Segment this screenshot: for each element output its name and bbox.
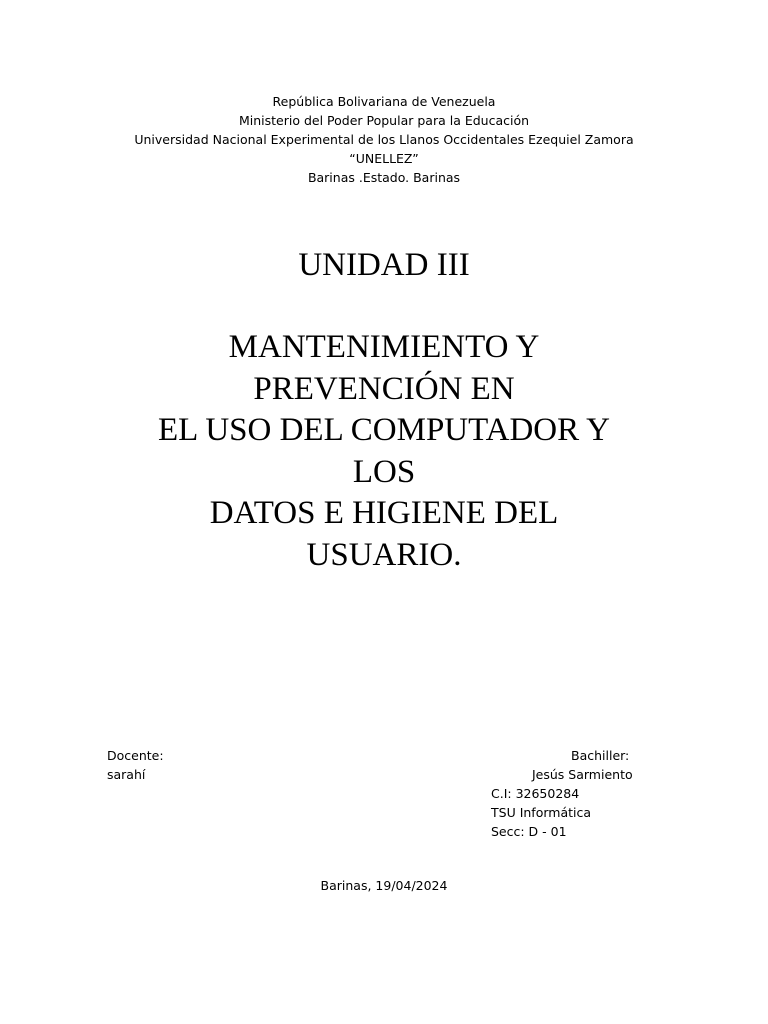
docente-name: sarahí <box>107 767 146 782</box>
place-date: Barinas, 19/04/2024 <box>320 878 448 893</box>
docente-label: Docente: <box>107 748 164 763</box>
ministry-line: Ministerio del Poder Popular para la Educación <box>238 113 530 128</box>
bachiller-section: Secc: D - 01 <box>491 824 567 839</box>
location-line: Barinas .Estado. Barinas <box>307 170 461 185</box>
title-line-3: EL USO DEL COMPUTADOR Y <box>157 412 611 448</box>
unit-title: UNIDAD III <box>298 247 470 283</box>
country-line: República Bolivariana de Venezuela <box>272 94 496 109</box>
title-line-6: USUARIO. <box>306 536 462 573</box>
institution-header <box>0 92 768 187</box>
docente-block <box>107 746 164 784</box>
title-line-2: PREVENCIÓN EN <box>253 370 515 407</box>
bachiller-label: Bachiller: <box>571 748 630 763</box>
main-title <box>0 327 768 576</box>
title-line-5: DATOS E HIGIENE DEL <box>209 495 559 531</box>
title-line-4: LOS <box>352 453 416 490</box>
bachiller-details <box>491 784 591 841</box>
bachiller-ci: C.I: 32650284 <box>491 786 580 801</box>
bachiller-name: Jesús Sarmiento <box>532 767 633 782</box>
title-line-1: MANTENIMIENTO Y <box>228 329 540 365</box>
university-line: Universidad Nacional Experimental de los Llanos Occidentales Ezequiel Zamora <box>134 132 634 147</box>
university-acronym: “UNELLEZ” <box>349 151 419 166</box>
bachiller-program: TSU Informática <box>491 805 592 820</box>
